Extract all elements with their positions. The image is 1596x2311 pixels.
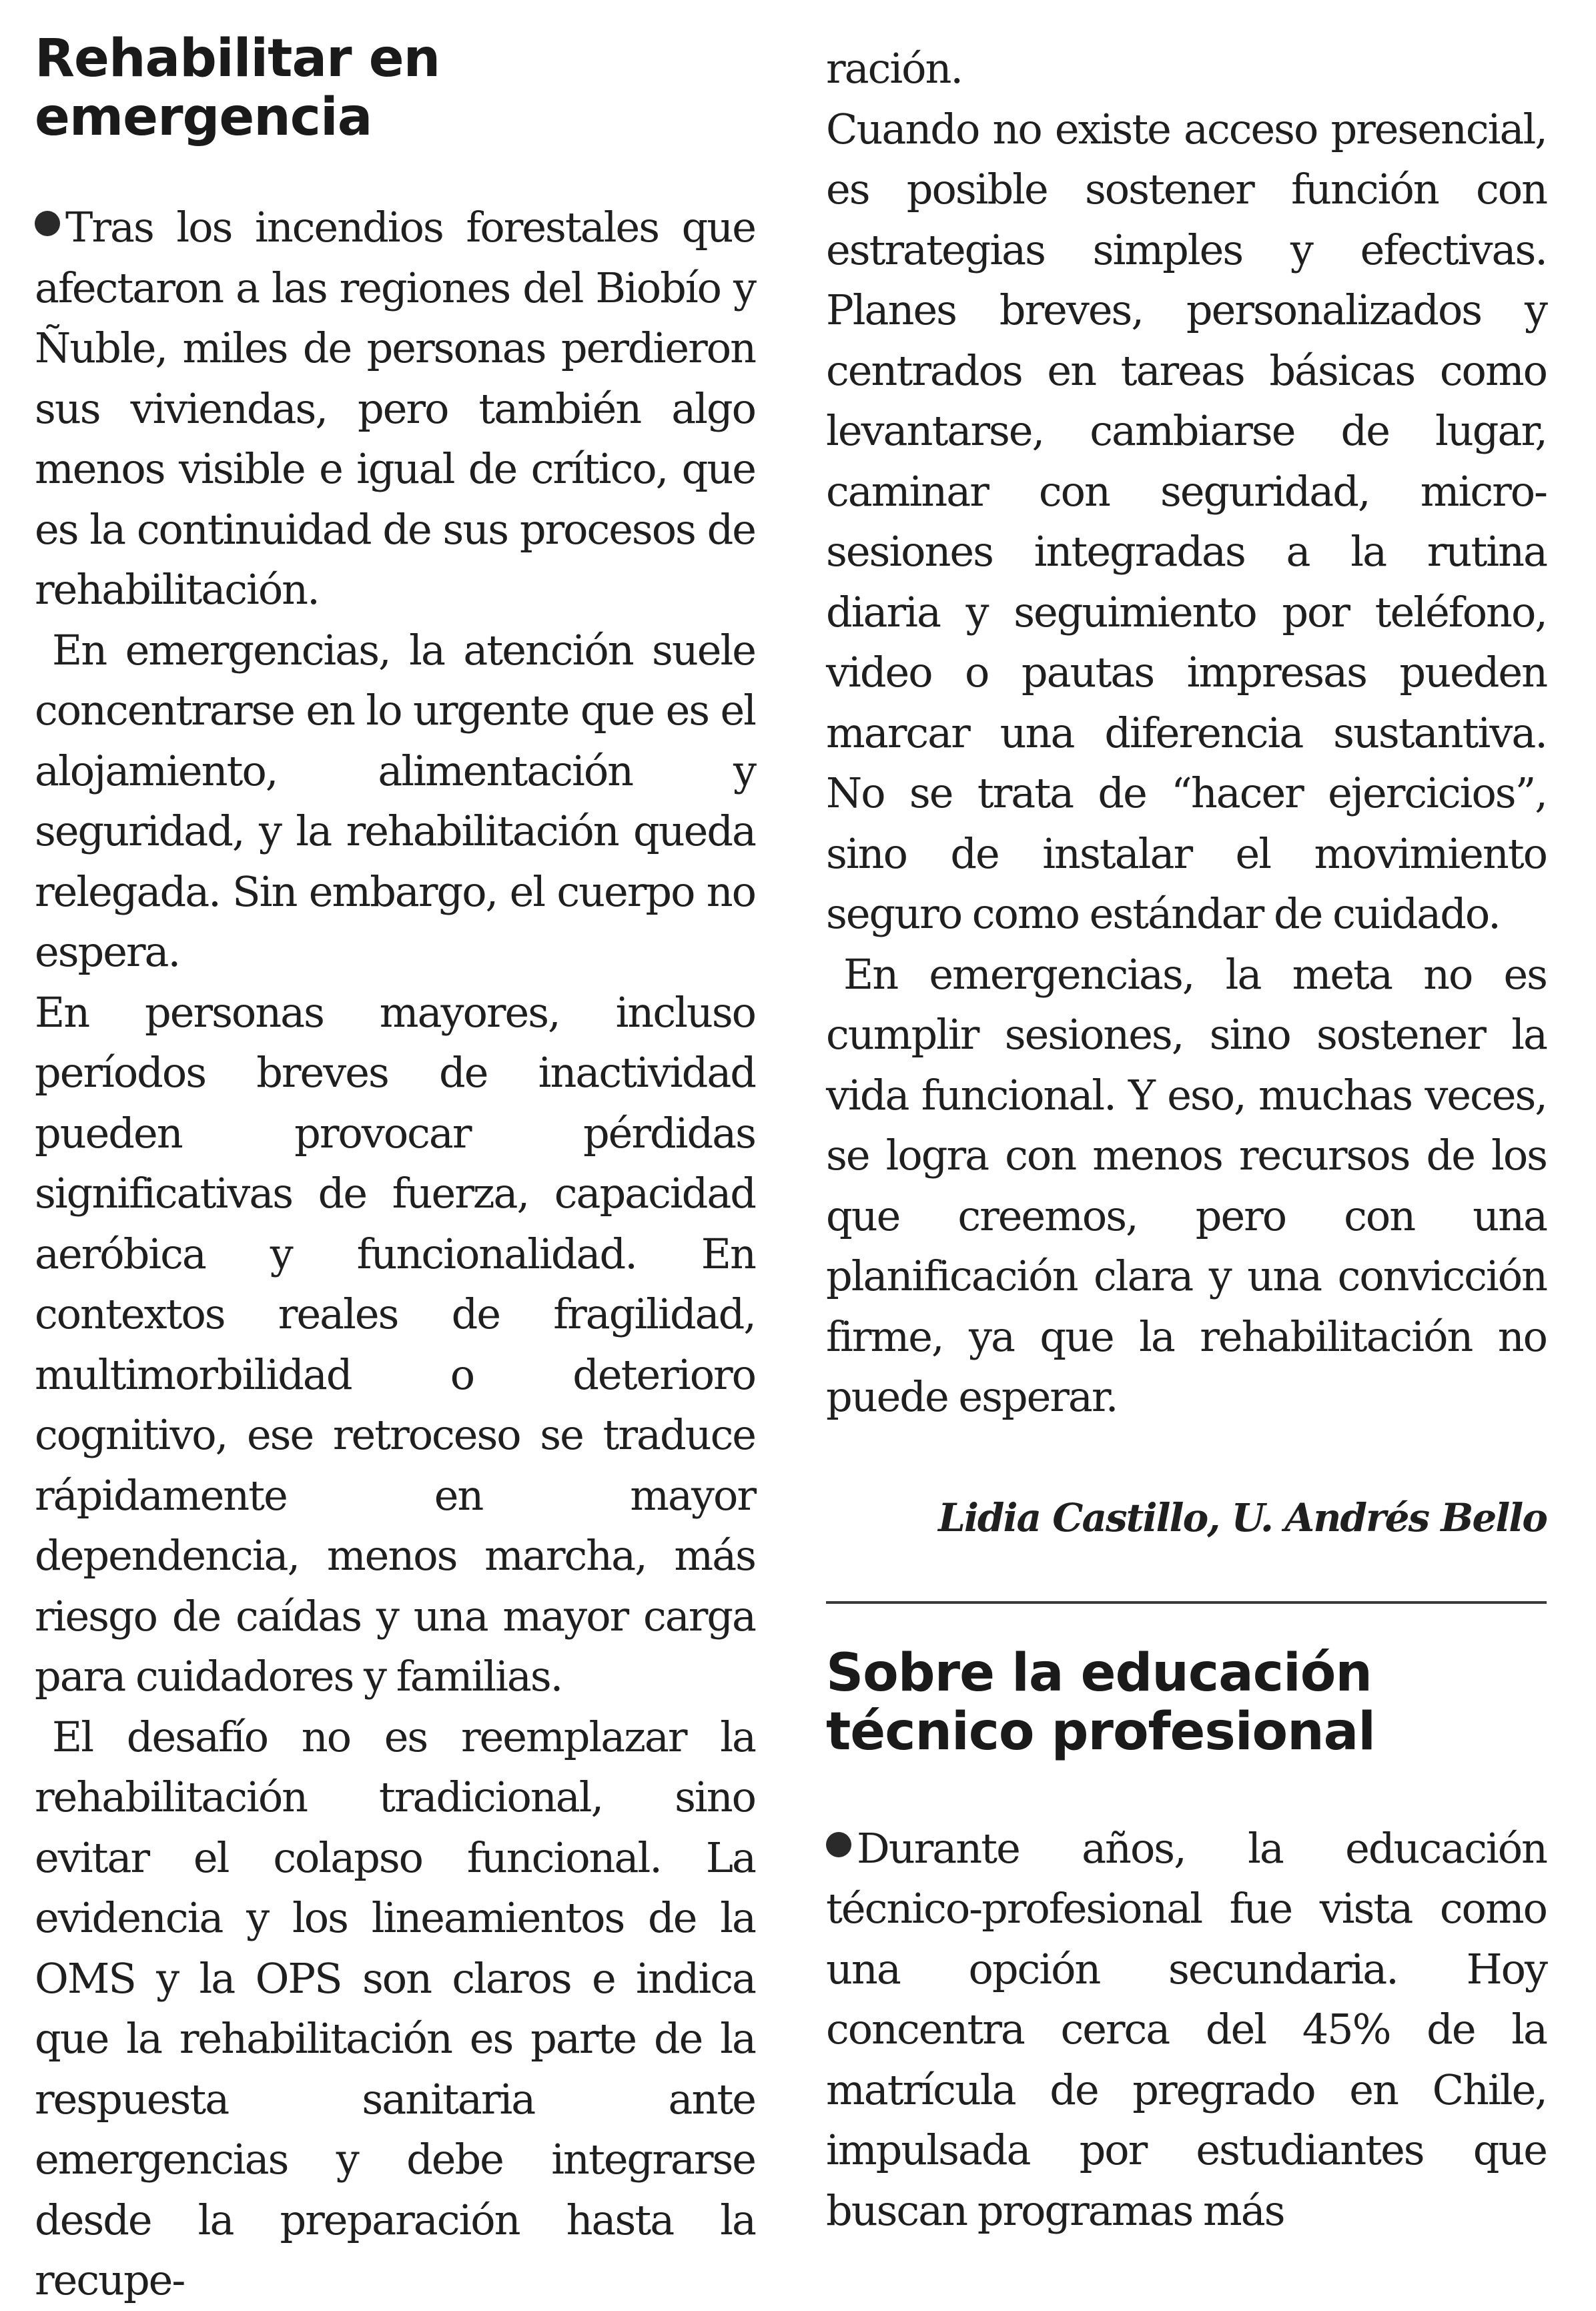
- article-paragraph: [826, 1819, 1547, 2242]
- paragraph-text: Tras los incendios forestales que afectaron a las regiones del Biobío y Ñuble, miles de personas perdieron sus viviendas, pero también algo menos visible e igual de crítico, que es la continuidad de sus procesos de rehabilitación.: [35, 203, 755, 614]
- article-headline: Rehabilitar en emergencia: [35, 29, 440, 147]
- article-paragraph: [35, 197, 755, 620]
- article-paragraph: El desafío no es reemplazar la rehabilitación tradicional, sino evitar el colapso funcional. La evidencia y los lineamientos de la OMS y la OPS son claros e indica que la rehabilitación es parte de la respuesta sanitaria ante emergencias y debe integrarse desde la preparación hasta la recupe-: [35, 1712, 755, 2304]
- article-paragraph: En emergencias, la atención suele concentrarse en lo urgente que es el alojamiento, alimentación y seguridad, y la rehabilitación queda relegada. Sin embargo, el cuerpo no espera.: [35, 625, 755, 976]
- article-paragraph: En personas mayores, incluso períodos breves de inactividad pueden provocar pérdidas significativas de fuerza, capacidad aeróbica y funcionalidad. En contextos reales de fragilidad, multimorbilidad o deterioro cognitivo, ese retroceso se traduce rápidamente en mayor dependencia, menos marcha, más riesgo de caídas y una mayor carga para cuidadores y familias.: [35, 987, 755, 1701]
- article-paragraph: En emergencias, la meta no es cumplir sesiones, sino sostener la vida funcional. Y eso, muchas veces, se logra con menos recursos de los que creemos, pero con una planificación clara y una convicción firme, ya que la rehabilitación no puede esperar.: [826, 949, 1547, 1421]
- section-divider: [826, 1601, 1547, 1604]
- second-article-headline: Sobre la educación técnico profesional: [826, 1643, 1376, 1762]
- article-paragraph: Cuando no existe acceso presencial, es posible sostener función con estrategias simples y efectivas. Planes breves, personalizados y centrados en tareas básicas como levantarse, cambiarse de lugar, caminar con seguridad, micro-sesiones integradas a la rutina diaria y seguimiento por teléfono, video o pautas impresas pueden marcar una diferencia sustantiva. No se trata de “hacer ejercicios”, sino de instalar el movimiento seguro como estándar de cuidado.: [826, 104, 1547, 938]
- bullet-icon: [35, 211, 60, 236]
- left-column: [35, 0, 755, 2311]
- author-signature: Lidia Castillo, U. Andrés Bello: [938, 1494, 1547, 1540]
- article-continuation: ración.: [826, 44, 963, 93]
- paragraph-text: Durante años, la educación técnico-profesional fue vista como una opción secundaria. Hoy concentra cerca del 45% de la matrícula de pregrado en Chile, impulsada por estudiantes que buscan programas más: [826, 1823, 1547, 2235]
- bullet-icon: [826, 1832, 851, 1857]
- right-column: [826, 0, 1547, 2241]
